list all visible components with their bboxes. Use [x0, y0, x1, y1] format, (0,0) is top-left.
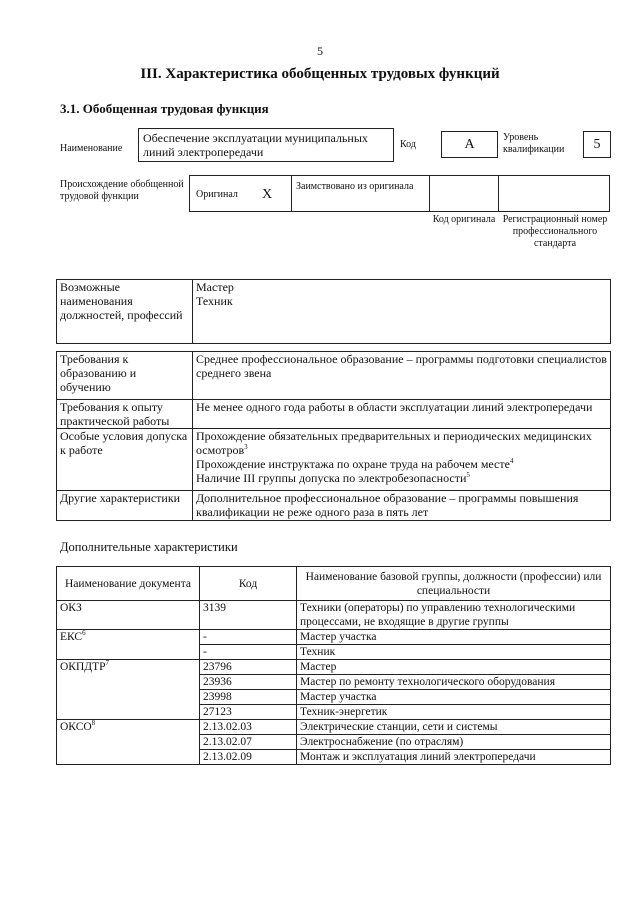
- experience-label: Требования к опыту практической работы: [57, 400, 193, 429]
- doc-okso: ОКСО: [60, 721, 92, 733]
- origin-divider-2: [429, 176, 430, 211]
- condition-line: Наличие III группы допуска по электробезопасности: [196, 471, 467, 485]
- reg-number-caption: Регистрационный номер профессионального стандарта: [502, 214, 608, 249]
- name-cell: Техник: [297, 645, 611, 660]
- education-label: Требования к образованию и обучению: [57, 352, 193, 400]
- level-value: 5: [593, 137, 601, 152]
- name-cell: Электрические станции, сети и системы: [297, 720, 611, 735]
- level-label: Уровень квалификации: [503, 132, 565, 155]
- header-code: Код: [200, 567, 297, 601]
- original-label: Оригинал: [196, 189, 238, 200]
- origin-label: Происхождение обобщенной трудовой функции: [60, 179, 184, 202]
- code-cell: 2.13.02.07: [200, 735, 297, 750]
- borrowed-label: Заимствовано из оригинала: [296, 181, 414, 192]
- code-cell: 2.13.02.09: [200, 750, 297, 765]
- name-cell: Мастер: [297, 660, 611, 675]
- additional-title: Дополнительные характеристики: [60, 540, 238, 554]
- origin-table: [189, 175, 610, 212]
- education-value: Среднее профессиональное образование – программы подготовки специалистов среднего звена: [193, 352, 611, 400]
- doc-okpdtr: ОКПДТР: [60, 661, 106, 673]
- other-label: Другие характеристики: [57, 491, 193, 521]
- code-box: [441, 131, 498, 158]
- condition-line: Прохождение обязательных предварительных и периодических медицинских осмотров: [196, 429, 592, 457]
- footnote-ref: 8: [91, 719, 96, 728]
- name-cell: Мастер участка: [297, 690, 611, 705]
- code-cell: 2.13.02.03: [200, 720, 297, 735]
- table-row: [57, 720, 611, 735]
- code-value: A: [464, 137, 475, 152]
- condition-line: Прохождение инструктажа по охране труда на рабочем месте: [196, 457, 510, 471]
- footnote-ref: 3: [244, 443, 248, 451]
- code-cell: 23796: [200, 660, 297, 675]
- positions-label: Возможные наименования должностей, профессий: [57, 280, 193, 344]
- positions-table: [56, 279, 611, 344]
- doc-okz: ОКЗ: [57, 601, 200, 630]
- name-cell: Техники (операторы) по управлению технологическими процессами, не входящие в другие группы: [297, 601, 611, 630]
- code-label: Код: [400, 139, 416, 150]
- code-cell: 23998: [200, 690, 297, 705]
- footnote-ref: 6: [82, 629, 86, 638]
- origin-code-caption: Код оригинала: [432, 214, 496, 225]
- code-cell: -: [200, 630, 297, 645]
- experience-value: Не менее одного года работы в области эксплуатации линий электропередачи: [193, 400, 611, 429]
- header-document: Наименование документа: [57, 567, 200, 601]
- header-group: Наименование базовой группы, должности (профессии) или специальности: [297, 567, 611, 601]
- origin-divider-3: [498, 176, 499, 211]
- other-value: Дополнительное профессиональное образование – программы повышения квалификации не реже одного раза в пять лет: [193, 491, 611, 521]
- position-item: Техник: [196, 294, 233, 308]
- requirements-table: [56, 351, 611, 521]
- name-label: Наименование: [60, 143, 123, 154]
- name-cell: Техник-энергетик: [297, 705, 611, 720]
- table-row: [57, 630, 611, 645]
- section-title: III. Характеристика обобщенных трудовых функций: [140, 66, 500, 82]
- original-mark: X: [262, 187, 273, 202]
- conditions-label: Особые условия допуска к работе: [57, 429, 193, 491]
- name-cell: Монтаж и эксплуатация линий электропередачи: [297, 750, 611, 765]
- doc-eks: ЕКС: [60, 631, 83, 643]
- positions-values: [193, 280, 611, 344]
- footnote-ref: 7: [105, 659, 110, 668]
- function-name-box: [138, 128, 394, 162]
- position-item: Мастер: [196, 280, 234, 294]
- code-cell: 3139: [200, 601, 297, 630]
- name-cell: Мастер участка: [297, 630, 611, 645]
- code-cell: -: [200, 645, 297, 660]
- table-row: [57, 601, 611, 630]
- footnote-ref: 4: [509, 457, 514, 465]
- level-box: [583, 131, 611, 158]
- additional-table: [56, 566, 611, 765]
- conditions-value: [193, 429, 611, 491]
- page-number: 5: [317, 44, 323, 58]
- name-cell: Электроснабжение (по отраслям): [297, 735, 611, 750]
- footnote-ref: 5: [466, 471, 470, 479]
- name-cell: Мастер по ремонту технологического оборудования: [297, 675, 611, 690]
- table-row: [57, 660, 611, 675]
- subsection-title: 3.1. Обобщенная трудовая функция: [60, 101, 269, 116]
- code-cell: 23936: [200, 675, 297, 690]
- function-name-value: Обеспечение эксплуатации муниципальных линий электропередачи: [143, 131, 368, 159]
- code-cell: 27123: [200, 705, 297, 720]
- origin-divider-1: [291, 176, 292, 211]
